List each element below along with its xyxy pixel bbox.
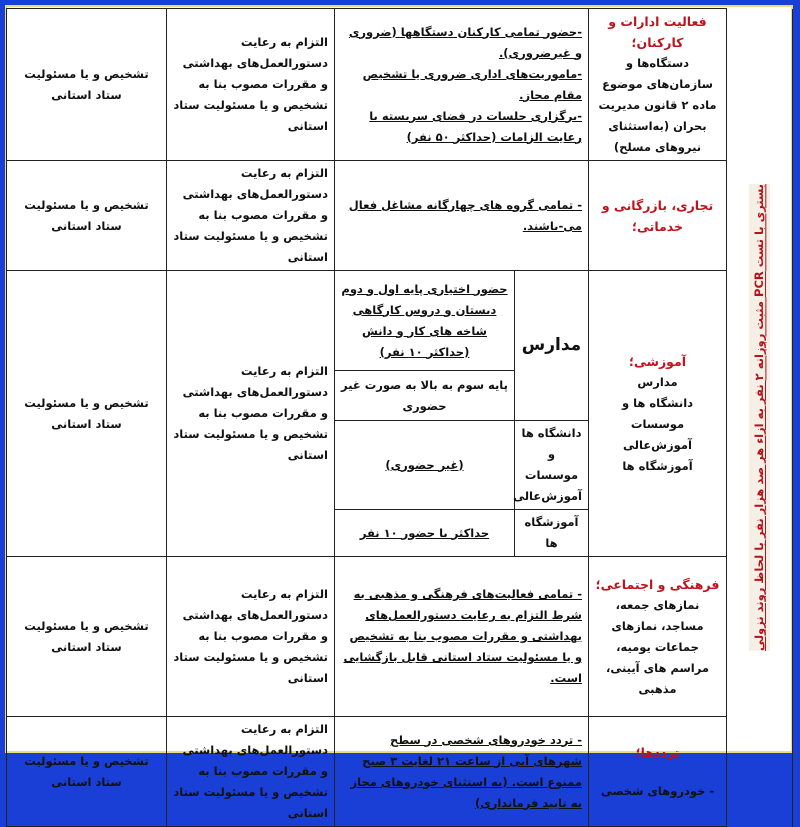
category-title: آموزشی؛ [629,353,686,369]
category-title: تجاری، بازرگانی و خدماتی؛ [601,197,714,234]
content-cell [335,557,589,717]
category-body: نمازهای جمعه، مساجد، نمازهای جماعات یومیه، مراسم های آیینی، مذهبی [605,597,710,696]
category-cell [589,271,727,557]
category-title: ترددها؛ [635,744,680,760]
rule-cell: التزام به رعایت دستورالعمل‌های بهداشتی و مقررات مصوب بنا به تشخیص و یا مسئولیت ستاد استانی [167,271,335,557]
responsibility-cell: تشخیص و یا مسئولیت ستاد استانی [7,271,167,557]
content-item: -حضور تمامی کارکنان دستگاهها (ضروری و غیرضروری). [348,24,582,60]
category-cell [589,717,727,827]
table-row [7,9,793,161]
table-row [7,717,793,827]
side-label: بستری با تست PCR مثبت روزانه ۲ نفر به ازاء هر صد هزار نفر با لحاظ روند نزولی [749,184,770,651]
subcategory-label: مدارس [515,271,589,421]
responsibility-cell: تشخیص و یا مسئولیت ستاد استانی [7,9,167,161]
content-cell [335,9,589,161]
category-title: فرهنگی و اجتماعی؛ [595,576,720,592]
rule-cell: التزام به رعایت دستورالعمل‌های بهداشتی و مقررات مصوب بنا به تشخیص و یا مسئولیت ستاد استانی [167,161,335,271]
rule-cell: التزام به رعایت دستورالعمل‌های بهداشتی و مقررات مصوب بنا به تشخیص و یا مسئولیت ستاد استانی [167,9,335,161]
table-row [7,271,793,371]
category-body: دستگاه‌ها و سازمان‌های موضوع ماده ۲ قانون مدیریت بحران (به‌استثنای نیروهای مسلح) [598,56,717,154]
table-row [7,161,793,271]
restrictions-table [6,8,793,827]
category-cell [589,557,727,717]
category-cell [589,161,727,271]
category-body: دانشگاه ها و موسسات آموزش‌عالی [621,395,694,452]
rule-cell: التزام به رعایت دستورالعمل‌های بهداشتی و مقررات مصوب بنا به تشخیص و یا مسئولیت ستاد استانی [167,717,335,827]
side-label-cell [727,9,793,827]
content-item: -برگزاری جلسات در فضای سربسته با رعایت الزامات (حداکثر ۵۰ نفر) [369,108,582,144]
content-item: -ماموریت‌های اداری ضروری یا تشخیص مقام مجاز. [362,66,582,102]
content-item: - تمامی گروه های چهارگانه مشاغل فعال می-باشند. [348,197,582,233]
category-body: - خودروهای شخصی [600,783,715,798]
content-cell [335,161,589,271]
category-body: آموزشگاه ها [622,458,693,473]
subcategory-label: دانشگاه ها و موسسات آموزش‌عالی [515,421,589,510]
content-cell [335,717,589,827]
content-item: - تمامی فعالیت‌های فرهنگی و مذهبی به شرط التزام به رعایت دستورالعمل‌های بهداشتی و مقررات مصوب بنا به تشخیص و یا مسئولیت ستاد استانی قابل بازگشایی است. [343,587,582,685]
responsibility-cell: تشخیص و یا مسئولیت ستاد استانی [7,717,167,827]
category-cell [589,9,727,161]
subcategory-item: حضور اختیاری پایه اول و دوم دبستان و دروس کارگاهی شاخه های کار و دانش (حداکثر ۱۰ نفر) [335,271,515,371]
content-item: - تردد خودروهای شخصی در سطح شهرهای آبی از ساعت ۲۱ لغایت ۳ صبح ممنوع است. (به استثنای خودروهای مجاز به تایید فرمانداری) [350,732,582,810]
category-body: مدارس [637,374,678,389]
table-row [7,557,793,717]
category-title: فعالیت ادارات و کارکنان؛ [608,14,707,50]
rule-cell: التزام به رعایت دستورالعمل‌های بهداشتی و مقررات مصوب بنا به تشخیص و یا مسئولیت ستاد استانی [167,557,335,717]
responsibility-cell: تشخیص و یا مسئولیت ستاد استانی [7,557,167,717]
subcategory-item: حداکثر با حضور ۱۰ نفر [335,510,515,557]
subcategory-item: (غیر حضوری) [335,421,515,510]
responsibility-cell: تشخیص و یا مسئولیت ستاد استانی [7,161,167,271]
subcategory-item: پایه سوم به بالا به صورت غیر حضوری [335,371,515,421]
subcategory-label: آموزشگاه ها [515,510,589,557]
